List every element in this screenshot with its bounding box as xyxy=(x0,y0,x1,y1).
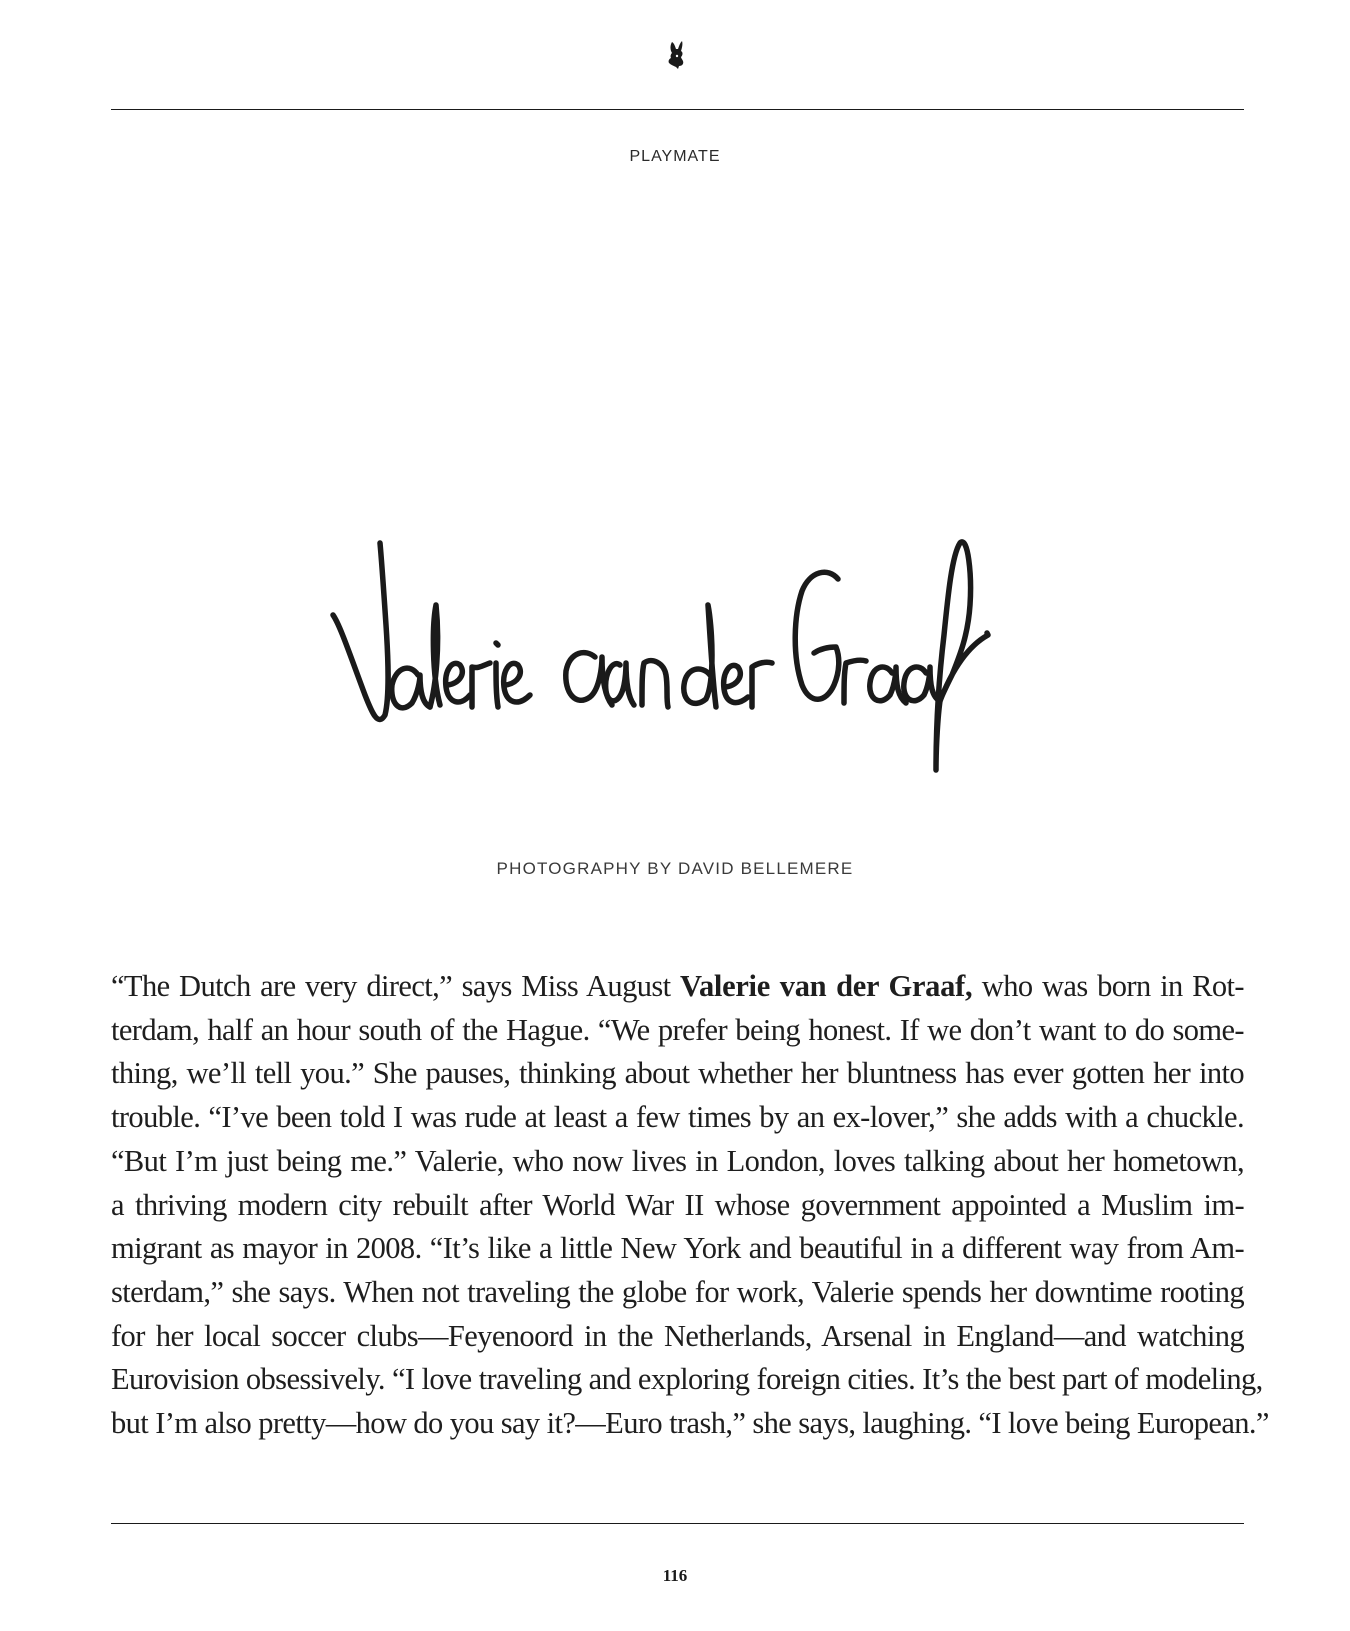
section-label: PLAYMATE xyxy=(629,148,721,165)
article-line-text: who was born in Rot- xyxy=(972,969,1244,1003)
page-number: 116 xyxy=(662,1566,688,1585)
article-intro: “The Dutch are very direct,” says Miss August xyxy=(111,969,681,1003)
article-line: for her local soccer clubs—Feyenoord in the Netherlands, Arsenal in England—and watching xyxy=(111,1318,1244,1353)
article-body xyxy=(111,965,1269,1446)
article-line: “But I’m just being me.” Valerie, who now lives in London, loves talking about her hometown, xyxy=(111,1143,1244,1178)
article-line: terdam, half an hour south of the Hague. “We prefer being honest. If we don’t want to do some- xyxy=(111,1012,1244,1047)
photo-credit: PHOTOGRAPHY BY DAVID BELLEMERE xyxy=(496,859,854,878)
article-line: a thriving modern city rebuilt after World War II whose government appointed a Muslim im- xyxy=(111,1187,1244,1222)
article-line: thing, we’ll tell you.” She pauses, thinking about whether her bluntness has ever gotten her into xyxy=(111,1056,1244,1091)
playmate-name: Valerie van der Graaf, xyxy=(680,969,973,1003)
article-line: Eurovision obsessively. “I love traveling and exploring foreign cities. It’s the best part of modeling, xyxy=(111,1362,1263,1397)
bunny-head-icon xyxy=(663,40,689,70)
footer-divider xyxy=(111,1523,1244,1524)
article-line xyxy=(111,965,1244,1009)
article-line: but I’m also pretty—how do you say it?—Euro trash,” she says, laughing. “I love being European.” xyxy=(111,1406,1269,1441)
signature xyxy=(320,535,1040,795)
header-divider xyxy=(111,109,1244,110)
article-line: trouble. “I’ve been told I was rude at least a few times by an ex-lover,” she adds with a chuckle. xyxy=(111,1100,1244,1135)
article-line: migrant as mayor in 2008. “It’s like a little New York and beautiful in a different way from Am- xyxy=(111,1231,1244,1266)
article-line: sterdam,” she says. When not traveling the globe for work, Valerie spends her downtime rooting xyxy=(111,1274,1244,1309)
